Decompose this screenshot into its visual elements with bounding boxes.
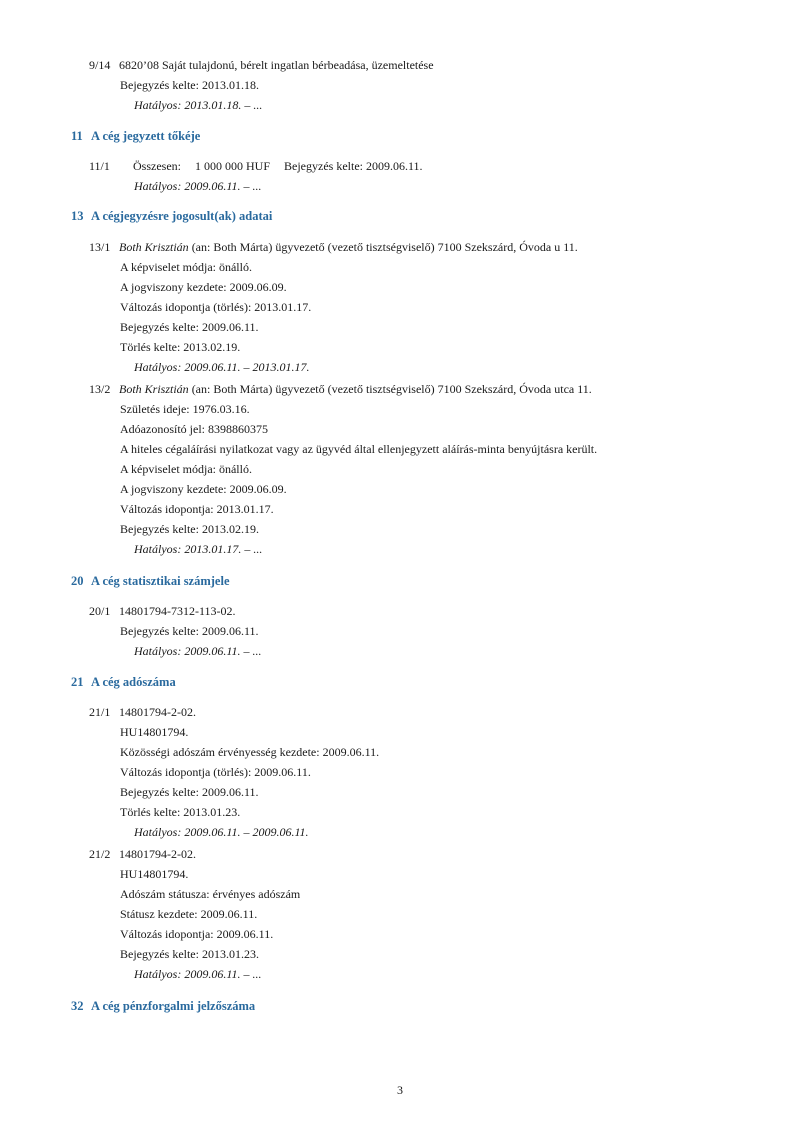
entry-index: 20/1 <box>89 604 111 618</box>
entry-line: Változás idopontja (törlés): 2013.01.17. <box>120 300 312 314</box>
entry-line: Bejegyzés kelte: 2009.06.11. <box>120 785 259 799</box>
amount: 1 000 000 HUF <box>195 159 271 173</box>
entry-line: A jogviszony kezdete: 2009.06.09. <box>120 280 287 294</box>
section-32-heading: 32 A cég pénzforgalmi jelzőszáma <box>71 999 256 1013</box>
entry-index: 13/1 <box>89 240 111 254</box>
entry-21-1 <box>89 702 769 842</box>
entry-index: 13/2 <box>89 382 111 396</box>
hatalyos-line: Hatályos: 2013.01.17. – ... <box>134 542 263 556</box>
entry-text: 6820’08 Saját tulajdonú, bérelt ingatlan bérbeadása, üzemeltetése <box>119 58 434 72</box>
entry-line: A hiteles cégaláírási nyilatkozat vagy az ügyvéd által ellenjegyzett aláírás-minta benyújtásra került. <box>120 442 598 456</box>
bejegyzes-kelte: Bejegyzés kelte: 2009.06.11. <box>284 159 423 173</box>
section-20-heading: 20 A cég statisztikai számjele <box>71 574 230 588</box>
section-11-heading: 11 A cég jegyzett tőkéje <box>71 129 201 143</box>
entry-21-2 <box>89 844 769 984</box>
person-name: Both Krisztián <box>119 382 189 396</box>
section-13-heading: 13 A cégjegyzésre jogosult(ak) adatai <box>71 209 273 223</box>
hatalyos-line: Hatályos: 2009.06.11. – ... <box>134 179 262 193</box>
entry-line: Adószám státusza: érvényes adószám <box>120 887 301 901</box>
entry-line: Törlés kelte: 2013.01.23. <box>120 805 241 819</box>
hatalyos-line: Hatályos: 2009.06.11. – ... <box>134 967 262 981</box>
hatalyos-line: Hatályos: 2013.01.18. – ... <box>134 98 263 112</box>
entry-9-14 <box>89 55 769 115</box>
bejegyzes-kelte: Bejegyzés kelte: 2013.01.18. <box>120 78 259 92</box>
entry-index: 21/2 <box>89 847 111 861</box>
entry-line: A képviselet módja: önálló. <box>120 462 252 476</box>
page-number: 3 <box>397 1083 403 1097</box>
entry-line: Bejegyzés kelte: 2013.01.23. <box>120 947 259 961</box>
entry-index: 9/14 <box>89 58 111 72</box>
entry-line: Változás idopontja (törlés): 2009.06.11. <box>120 765 311 779</box>
entry-line: Változás idopontja: 2009.06.11. <box>120 927 274 941</box>
entry-13-1 <box>89 237 769 377</box>
person-details: (an: Both Márta) ügyvezető (vezető tisztségviselő) 7100 Szekszárd, Óvoda u 11. <box>191 240 578 254</box>
entry-line: HU14801794. <box>120 725 189 739</box>
entry-line: HU14801794. <box>120 867 189 881</box>
entry-line: Bejegyzés kelte: 2013.02.19. <box>120 522 259 536</box>
entry-text: 14801794-2-02. <box>119 847 196 861</box>
section-21-heading: 21 A cég adószáma <box>71 675 176 689</box>
entry-line: Születés ideje: 1976.03.16. <box>120 402 250 416</box>
entry-line: Státusz kezdete: 2009.06.11. <box>120 907 258 921</box>
entry-13-2 <box>89 379 769 559</box>
entry-line: Törlés kelte: 2013.02.19. <box>120 340 241 354</box>
entry-line: A képviselet módja: önálló. <box>120 260 252 274</box>
hatalyos-line: Hatályos: 2009.06.11. – ... <box>134 644 262 658</box>
entry-line: A jogviszony kezdete: 2009.06.09. <box>120 482 287 496</box>
entry-20-1 <box>89 601 769 661</box>
entry-index: 21/1 <box>89 705 111 719</box>
entry-text: 14801794-7312-113-02. <box>119 604 236 618</box>
osszesen-label: Összesen: <box>133 159 181 173</box>
entry-index: 11/1 <box>89 159 110 173</box>
bejegyzes-kelte: Bejegyzés kelte: 2009.06.11. <box>120 624 259 638</box>
entry-line: Adóazonosító jel: 8398860375 <box>120 422 268 436</box>
person-details: (an: Both Márta) ügyvezető (vezető tisztségviselő) 7100 Szekszárd, Óvoda utca 11. <box>191 382 592 396</box>
hatalyos-line: Hatályos: 2009.06.11. – 2009.06.11. <box>134 825 309 839</box>
entry-line: Bejegyzés kelte: 2009.06.11. <box>120 320 259 334</box>
person-name: Both Krisztián <box>119 240 189 254</box>
hatalyos-line: Hatályos: 2009.06.11. – 2013.01.17. <box>134 360 310 374</box>
entry-text: 14801794-2-02. <box>119 705 196 719</box>
entry-line: Változás idopontja: 2013.01.17. <box>120 502 274 516</box>
entry-11-1 <box>89 156 769 196</box>
entry-line: Közösségi adószám érvényesség kezdete: 2009.06.11. <box>120 745 380 759</box>
